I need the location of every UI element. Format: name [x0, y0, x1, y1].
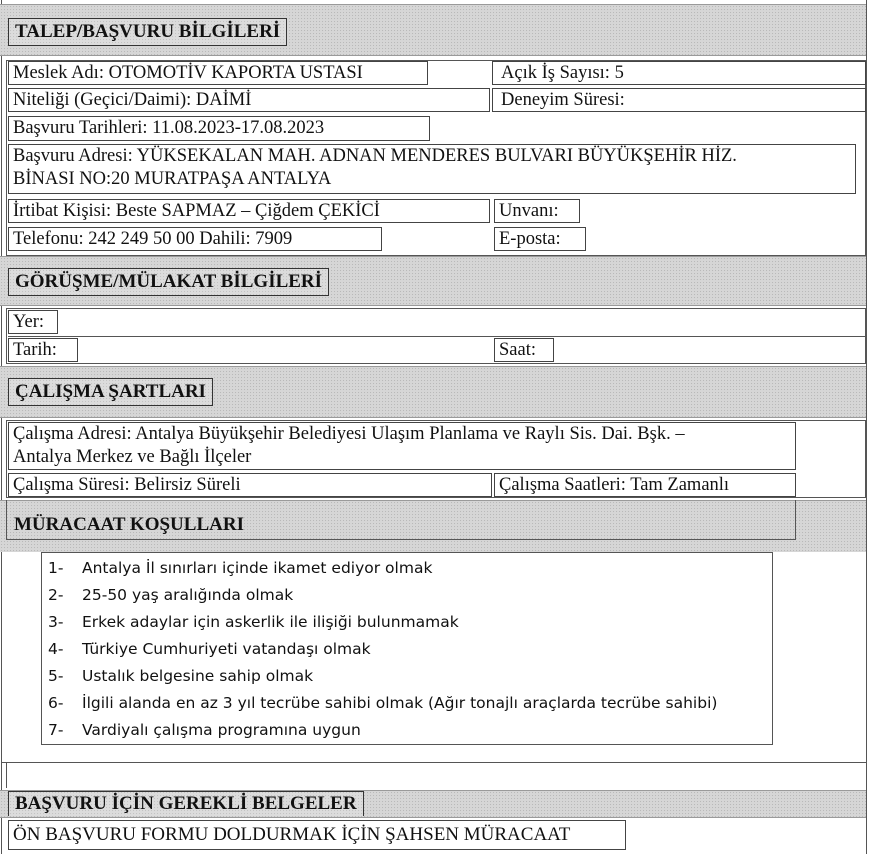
belgeler-field: ÖN BAŞVURU FORMU DOLDURMAK İÇİN ŞAHSEN MÜRACAAT — [8, 820, 626, 850]
telefon-field: Telefonu: 242 249 50 00 Dahili: 7909 — [8, 227, 382, 251]
section-heading-talep: TALEP/BAŞVURU BİLGİLERİ — [8, 18, 287, 46]
calisma-suresi-field: Çalışma Süresi: Belirsiz Süreli — [8, 473, 492, 497]
spacer-inner-border — [6, 762, 7, 788]
spacer-divider — [1, 762, 867, 763]
list-item: 5- Ustalık belgesine sahip olmak — [48, 667, 314, 685]
list-item: 4- Türkiye Cumhuriyeti vatandaşı olmak — [48, 640, 371, 658]
right-border — [866, 0, 867, 854]
list-item: 6- İlgili alanda en az 3 yıl tecrübe sahibi olmak (Ağır tonajlı araçlarda tecrübe sahibi) — [48, 694, 718, 712]
nitelik-field: Niteliği (Geçici/Daimi): DAİMİ — [8, 88, 490, 112]
list-item: 7- Vardiyalı çalışma programına uygun — [48, 721, 361, 739]
section-heading-calisma: ÇALIŞMA ŞARTLARI — [8, 378, 213, 406]
list-item: 3- Erkek adaylar için askerlik ile ilişiği bulunmamak — [48, 613, 459, 631]
section-heading-belgeler: BAŞVURU İÇİN GEREKLİ BELGELER — [8, 791, 364, 816]
basvuru-adresi-field — [8, 144, 856, 194]
tarih-field: Tarih: — [8, 338, 78, 362]
yer-field: Yer: — [8, 310, 58, 334]
calisma-saatleri-field: Çalışma Saatleri: Tam Zamanlı — [494, 473, 796, 497]
muracaat-list — [41, 552, 773, 745]
basvuru-adresi-line-1: Başvuru Adresi: YÜKSEKALAN MAH. ADNAN MENDERES BULVARI BÜYÜKŞEHİR HİZ. — [13, 146, 737, 166]
calisma-adresi-line-1: Çalışma Adresi: Antalya Büyükşehir Belediyesi Ulaşım Planlama ve Raylı Sis. Dai. Bşk. – — [13, 424, 685, 444]
irtibat-field: İrtibat Kişisi: Beste SAPMAZ – Çiğdem ÇEKİCİ — [8, 199, 490, 223]
list-item: 1- Antalya İl sınırları içinde ikamet ediyor olmak — [48, 559, 433, 577]
deneyim-field: Deneyim Süresi: — [492, 88, 866, 112]
calisma-adresi-field — [8, 422, 796, 470]
saat-field: Saat: — [494, 338, 554, 362]
left-border — [1, 0, 2, 854]
acik-is-field: Açık İş Sayısı: 5 — [492, 61, 866, 85]
unvani-field: Unvanı: — [494, 199, 580, 223]
basvuru-tarihleri-field: Başvuru Tarihleri: 11.08.2023-17.08.2023 — [8, 116, 430, 141]
gorusme-row-divider — [8, 336, 866, 337]
basvuru-adresi-line-2: BİNASI NO:20 MURATPAŞA ANTALYA — [13, 169, 332, 189]
muracaat-heading-frame — [6, 500, 796, 540]
eposta-field: E-posta: — [494, 227, 586, 251]
meslek-field: Meslek Adı: OTOMOTİV KAPORTA USTASI — [8, 61, 428, 85]
section-heading-gorusme: GÖRÜŞME/MÜLAKAT BİLGİLERİ — [8, 268, 329, 296]
calisma-adresi-line-2: Antalya Merkez ve Bağlı İlçeler — [13, 447, 252, 467]
list-item: 2- 25-50 yaş aralığında olmak — [48, 586, 294, 604]
section-heading-muracaat: MÜRACAAT KOŞULLARI — [14, 514, 244, 535]
